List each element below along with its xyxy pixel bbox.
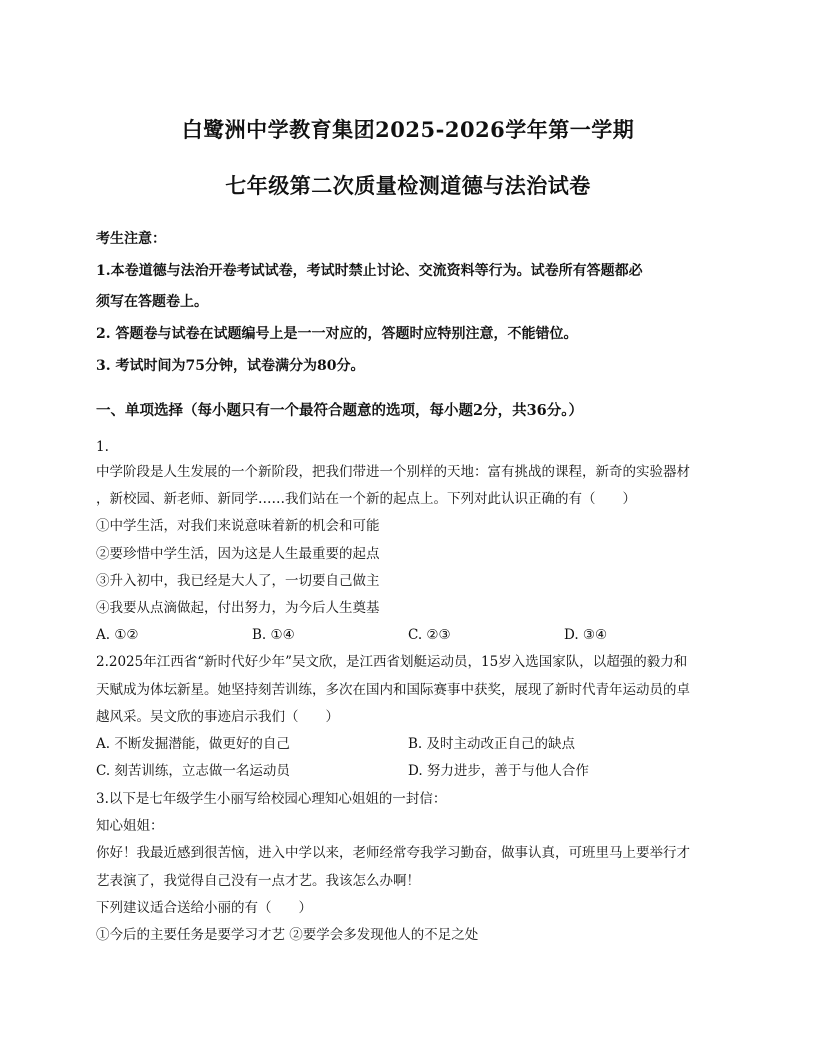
question-2-stem-line1: 2.2025年江西省“新时代好少年”吴文欣，是江西省划艇运动员，15岁入选国家队，以超强的毅力和 — [96, 654, 688, 670]
notice-item1-line2: 须写在答题卷上。 — [96, 294, 208, 310]
question-2-stem-line3: 越风采。吴文欣的事迹启示我们（ ） — [96, 709, 339, 725]
letter-greeting: 知心姐姐： — [96, 818, 164, 834]
option-b[interactable]: B. ①④ — [252, 627, 295, 643]
option-c[interactable]: C. 刻苦训练，立志做一名运动员 — [96, 763, 290, 779]
notice-heading: 考生注意： — [96, 231, 166, 247]
question-1-statement-2: ②要珍惜中学生活，因为这是人生最重要的起点 — [96, 546, 380, 562]
question-3-statements-1-2: ①今后的主要任务是要学习才艺 ②要学会多发现他人的不足之处 — [96, 927, 479, 943]
question-1-stem-line1: 中学阶段是人生发展的一个新阶段，把我们带进一个别样的天地：富有挑战的课程，新奇的实验器材 — [96, 464, 690, 480]
letter-body-line1: 你好！我最近感到很苦恼，进入中学以来，老师经常夸我学习勤奋，做事认真，可班里马上要举行才 — [96, 845, 690, 861]
exam-title-line1: 白鹭洲中学教育集团2025-2026学年第一学期 — [181, 117, 635, 142]
option-a[interactable]: A. 不断发掘潜能，做更好的自己 — [96, 736, 290, 752]
notice-item1-line1: 1.本卷道德与法治开卷考试试卷，考试时禁止讨论、交流资料等行为。试卷所有答题都必 — [96, 263, 643, 279]
notice-item2: 2. 答题卷与试卷在试题编号上是一一对应的，答题时应特别注意，不能错位。 — [96, 326, 578, 342]
option-a[interactable]: A. ①② — [96, 627, 139, 643]
option-b[interactable]: B. 及时主动改正自己的缺点 — [408, 736, 576, 752]
notice-item3: 3. 考试时间为75分钟，试卷满分为80分。 — [96, 358, 365, 374]
question-2-options-row2 — [96, 762, 736, 780]
option-d[interactable]: D. 努力进步，善于与他人合作 — [408, 763, 589, 779]
letter-body-line2: 艺表演了，我觉得自己没有一点才艺。我该怎么办啊！ — [96, 873, 420, 889]
question-1-options — [96, 626, 736, 644]
question-1-statement-4: ④我要从点滴做起，付出努力，为今后人生奠基 — [96, 600, 380, 616]
question-2-options-row1 — [96, 735, 736, 753]
question-2-stem-line2: 天赋成为体坛新星。她坚持刻苦训练，多次在国内和国际赛事中获奖，展现了新时代青年运动员的卓 — [96, 682, 690, 698]
section-heading: 一、单项选择（每小题只有一个最符合题意的选项，每小题2分，共36分。） — [96, 402, 584, 419]
question-1-number: 1. — [96, 439, 109, 455]
question-3-ask: 下列建议适合送给小丽的有（ ） — [96, 900, 312, 916]
question-1-statement-1: ①中学生活，对我们来说意味着新的机会和可能 — [96, 518, 380, 534]
question-1-statement-3: ③升入初中，我已经是大人了，一切要自己做主 — [96, 573, 380, 589]
question-1-stem-line2: ，新校园、新老师、新同学……我们站在一个新的起点上。下列对此认识正确的有（ ） — [96, 491, 636, 507]
question-3-stem: 3.以下是七年级学生小丽写给校园心理知心姐姐的一封信： — [96, 791, 447, 807]
option-c[interactable]: C. ②③ — [408, 627, 451, 643]
exam-title-line2: 七年级第二次质量检测道德与法治试卷 — [225, 173, 591, 198]
option-d[interactable]: D. ③④ — [564, 627, 608, 643]
